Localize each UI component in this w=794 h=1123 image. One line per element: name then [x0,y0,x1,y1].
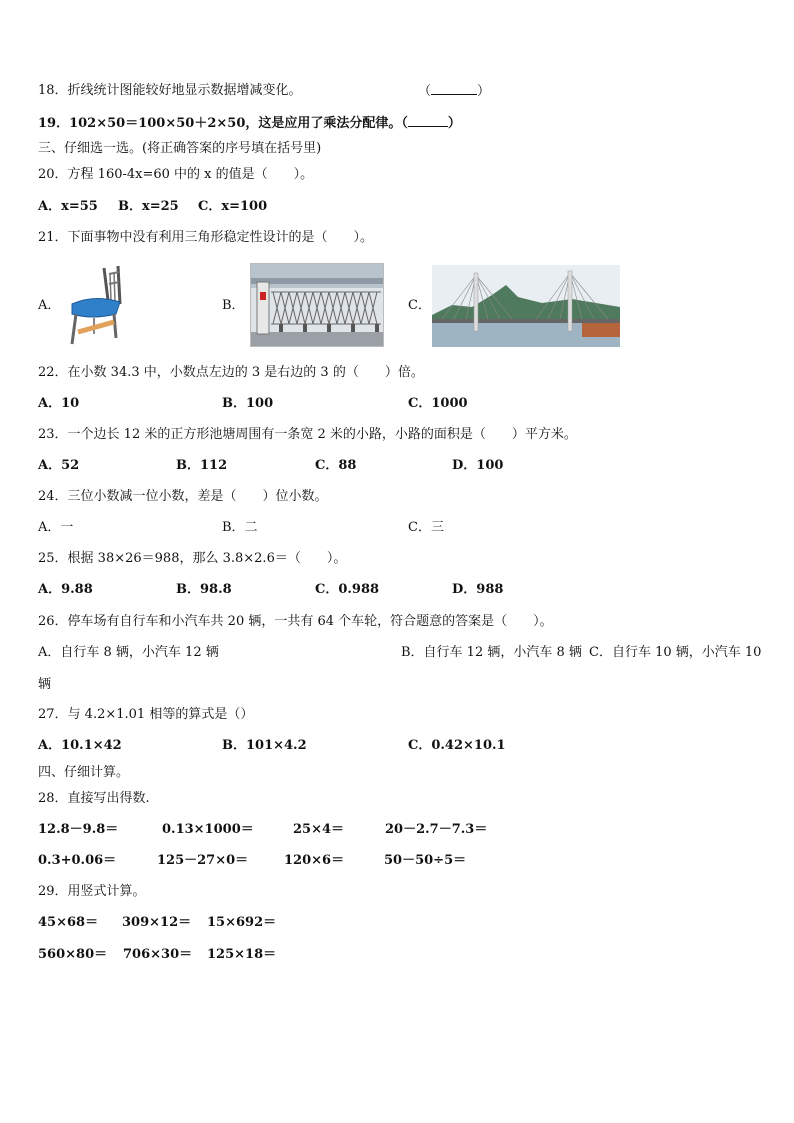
calc-28-8: 50－50÷5＝ [384,853,467,868]
option-21-a: A． [38,298,61,313]
option-27-b: B．101×4.2 [222,738,307,753]
calc-29-2: 309×12＝ [122,915,192,930]
question-21: 21．下面事物中没有利用三角形稳定性设计的是（ ）。 [38,230,374,245]
calc-28-4: 20－2.7－7.3＝ [385,822,488,837]
question-23: 23．一个边长 12 米的正方形池塘周围有一条宽 2 米的小路，小路的面积是（ ）平方米。 [38,427,577,442]
blank-line [431,82,477,95]
option-27-c: C．0.42×10.1 [408,738,506,753]
option-21-c: C． [408,298,431,313]
gate-image [250,263,384,347]
option-26-c-wrap: 辆 [38,677,52,692]
option-23-d: D．100 [452,458,504,473]
option-25-d: D．988 [452,582,504,597]
section-4-heading: 四、仔细计算。 [38,765,130,780]
question-27: 27．与 4.2×1.01 相等的算式是（） [38,707,254,722]
answer-blank-18[interactable]: （ ） [418,84,491,99]
calc-28-3: 25×4＝ [293,822,345,837]
question-18 [38,82,302,100]
question-26: 26．停车场有自行车和小汽车共 20 辆，一共有 64 个车轮，符合题意的答案是（ ）。 [38,614,553,629]
option-26-b: B．自行车 12 辆，小汽车 8 辆 [401,645,582,660]
option-20-a: A．x=55 [38,199,98,214]
question-24: 24．三位小数减一位小数，差是（ ）位小数。 [38,489,328,504]
option-24-c: C．三 [408,520,444,535]
option-20-c: C．x=100 [198,199,268,214]
calc-29-6: 125×18＝ [207,947,277,962]
option-23-b: B．112 [176,458,228,473]
option-26-c: C．自行车 10 辆，小汽车 10 [589,645,762,660]
calc-29-3: 15×692＝ [207,915,277,930]
option-20-b: B．x=25 [118,199,179,214]
bridge-image [432,265,620,347]
question-29: 29．用竖式计算。 [38,884,146,899]
answer-blank-19[interactable] [408,114,448,127]
calc-29-5: 706×30＝ [123,947,193,962]
option-24-a: A．一 [38,520,74,535]
option-23-c: C．88 [315,458,357,473]
question-25: 25．根据 38×26＝988，那么 3.8×2.6＝（ ）。 [38,551,347,566]
section-3-heading: 三、仔细选一选。(将正确答案的序号填在括号里) [38,141,322,156]
option-22-a: A．10 [38,396,80,411]
question-19-text: 19．102×50＝100×50＋2×50，这是应用了乘法分配律。（ [38,116,408,131]
calc-29-4: 560×80＝ [38,947,108,962]
calc-28-6: 125－27×0＝ [157,853,249,868]
question-20: 20．方程 160-4x=60 中的 x 的值是（ ）。 [38,167,314,182]
option-27-a: A．10.1×42 [38,738,122,753]
chair-image [64,264,126,348]
calc-28-1: 12.8－9.8＝ [38,822,119,837]
option-22-c: C．1000 [408,396,468,411]
option-23-a: A．52 [38,458,80,473]
option-25-a: A．9.88 [38,582,93,597]
option-25-b: B．98.8 [176,582,232,597]
question-28: 28．直接写出得数. [38,791,150,806]
question-22: 22．在小数 34.3 中，小数点左边的 3 是右边的 3 的（ ）倍。 [38,365,424,380]
calc-28-7: 120×6＝ [284,853,345,868]
option-24-b: B．二 [222,520,258,535]
calc-29-1: 45×68＝ [38,915,99,930]
option-21-b: B． [222,298,245,313]
calc-28-5: 0.3+0.06＝ [38,853,117,868]
option-25-c: C．0.988 [315,582,380,597]
question-18-text: 18．折线统计图能较好地显示数据增减变化。 [38,83,302,98]
option-22-b: B．100 [222,396,274,411]
calc-28-2: 0.13×1000＝ [162,822,254,837]
question-19: 19．102×50＝100×50＋2×50，这是应用了乘法分配律。（ ） [38,116,461,131]
option-26-a: A．自行车 8 辆，小汽车 12 辆 [38,645,219,660]
